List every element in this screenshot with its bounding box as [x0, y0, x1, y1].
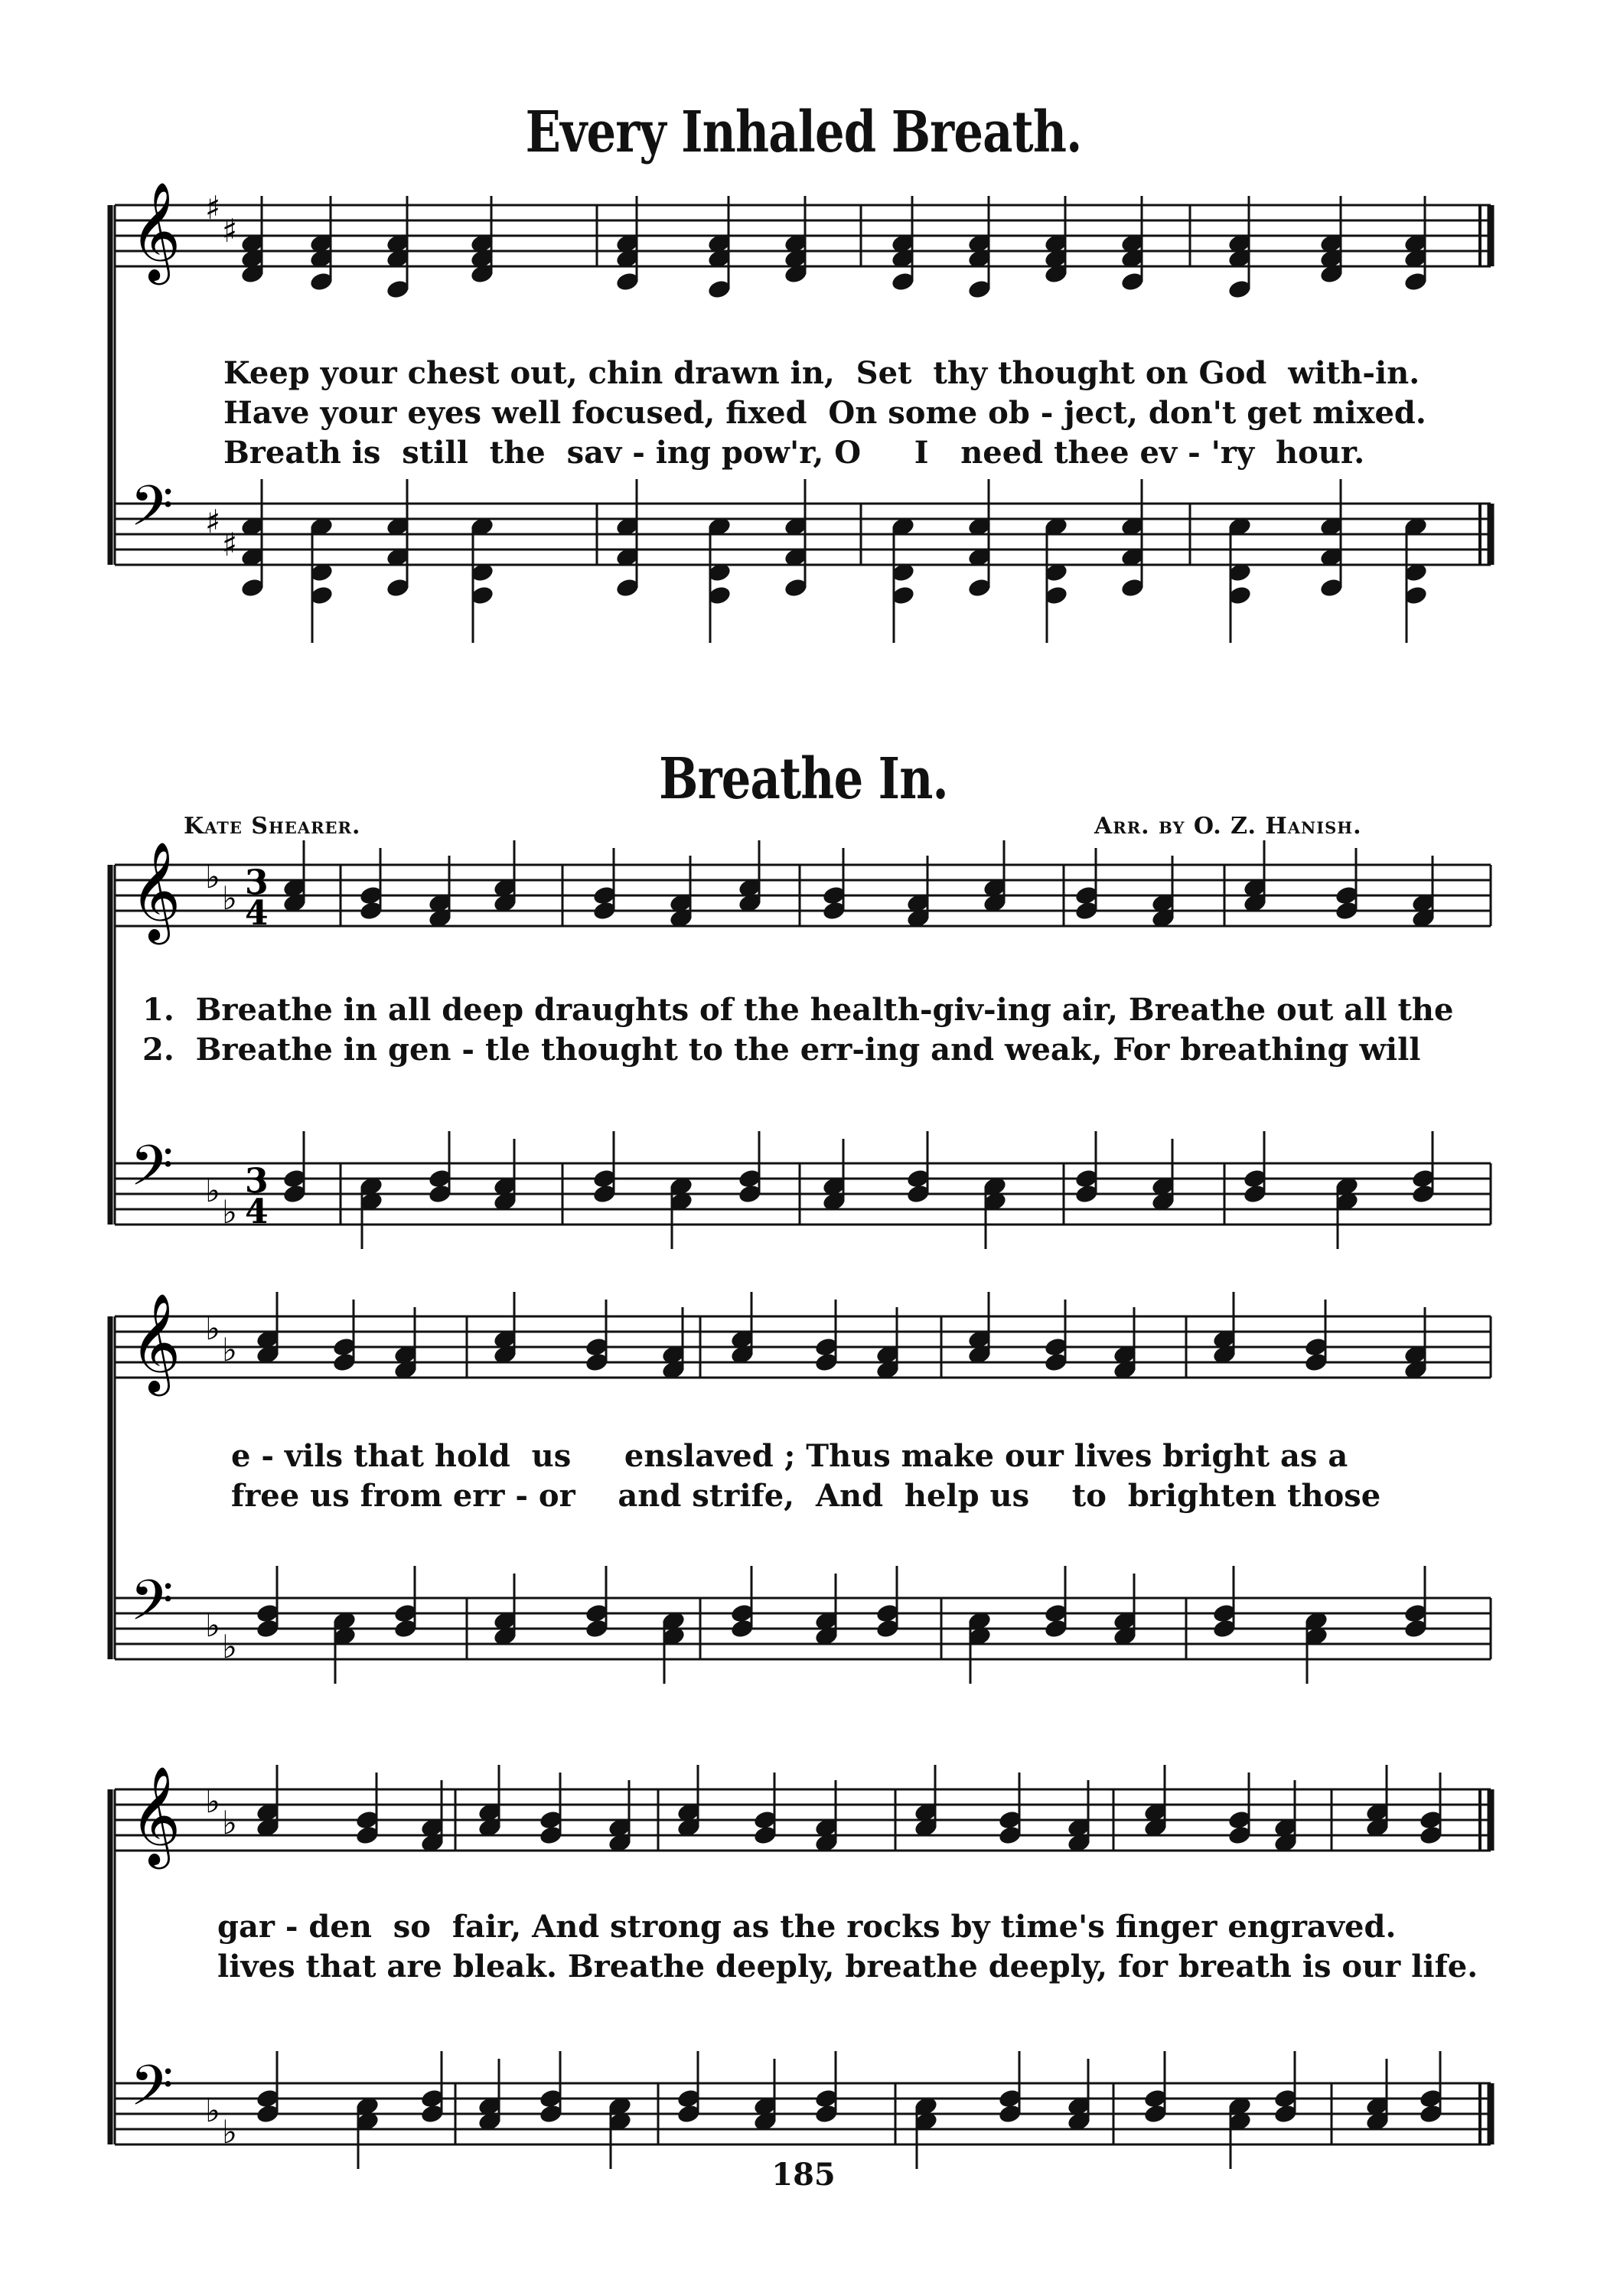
- hymn-title-every-inhaled-breath: Every Inhaled Breath.: [525, 99, 1082, 165]
- flat-icon: ♭: [222, 879, 237, 917]
- verse1-line-a: 1. Breathe in all deep draughts of the health-giv-ing air, Breathe out all the: [142, 992, 1454, 1028]
- verse1-line-c: gar - den so fair, And strong as the rocks by time's finger engraved.: [217, 1909, 1397, 1945]
- time-signature: 3: [245, 1162, 269, 1201]
- lyric-line-2: Have your eyes well focused, fixed On some ob - ject, don't get mixed.: [223, 395, 1426, 431]
- verse2-line-b: free us from err - or and strife, And help us to brighten those: [231, 1478, 1381, 1514]
- flat-icon: ♭: [205, 1606, 220, 1644]
- treble-clef-icon: 𝄞: [130, 1293, 181, 1392]
- author-credit: Kate Shearer.: [184, 813, 361, 840]
- treble-clef-icon: 𝄞: [130, 181, 181, 281]
- sharp-icon: ♯: [222, 212, 238, 249]
- flat-icon: ♭: [205, 1172, 220, 1209]
- flat-icon: ♭: [222, 2113, 237, 2151]
- hymn-title-breathe-in: Breathe In.: [659, 746, 948, 812]
- lyric-line-3: Breath is still the sav - ing pow'r, O I need thee ev - 'ry hour.: [223, 435, 1365, 471]
- flat-icon: ♭: [205, 2092, 220, 2129]
- treble-clef-icon: 𝄞: [130, 1766, 181, 1865]
- flat-icon: ♭: [205, 1782, 220, 1820]
- verse1-line-b: e - vils that hold us enslaved ; Thus make our lives bright as a: [231, 1438, 1348, 1474]
- time-signature: 3: [245, 863, 269, 902]
- bass-clef-icon: 𝄢: [130, 2053, 174, 2131]
- flat-icon: ♭: [222, 1628, 237, 1665]
- flat-icon: ♭: [205, 1309, 220, 1347]
- sharp-icon: ♯: [205, 189, 221, 227]
- sharp-icon: ♯: [222, 526, 238, 563]
- arranger-credit: Arr. by O. Z. Hanish.: [1094, 813, 1362, 840]
- treble-clef-icon: 𝄞: [130, 841, 181, 941]
- bass-clef-icon: 𝄢: [130, 1567, 174, 1646]
- flat-icon: ♭: [222, 1193, 237, 1231]
- verse2-line-c: lives that are bleak. Breathe deeply, breathe deeply, for breath is our life.: [217, 1949, 1478, 1985]
- sharp-icon: ♯: [205, 503, 221, 540]
- time-signature: 4: [245, 1192, 269, 1231]
- time-signature: 4: [245, 894, 269, 933]
- flat-icon: ♭: [222, 1331, 237, 1368]
- lyric-line-1: Keep your chest out, chin drawn in, Set thy thought on God with-in.: [223, 355, 1420, 391]
- flat-icon: ♭: [222, 1804, 237, 1841]
- bass-clef-icon: 𝄢: [130, 1133, 174, 1212]
- verse2-line-a: 2. Breathe in gen - tle thought to the err-ing and weak, For breathing will: [142, 1032, 1421, 1068]
- page-number: 185: [771, 2157, 836, 2193]
- flat-icon: ♭: [205, 858, 220, 895]
- bass-clef-icon: 𝄢: [130, 473, 174, 552]
